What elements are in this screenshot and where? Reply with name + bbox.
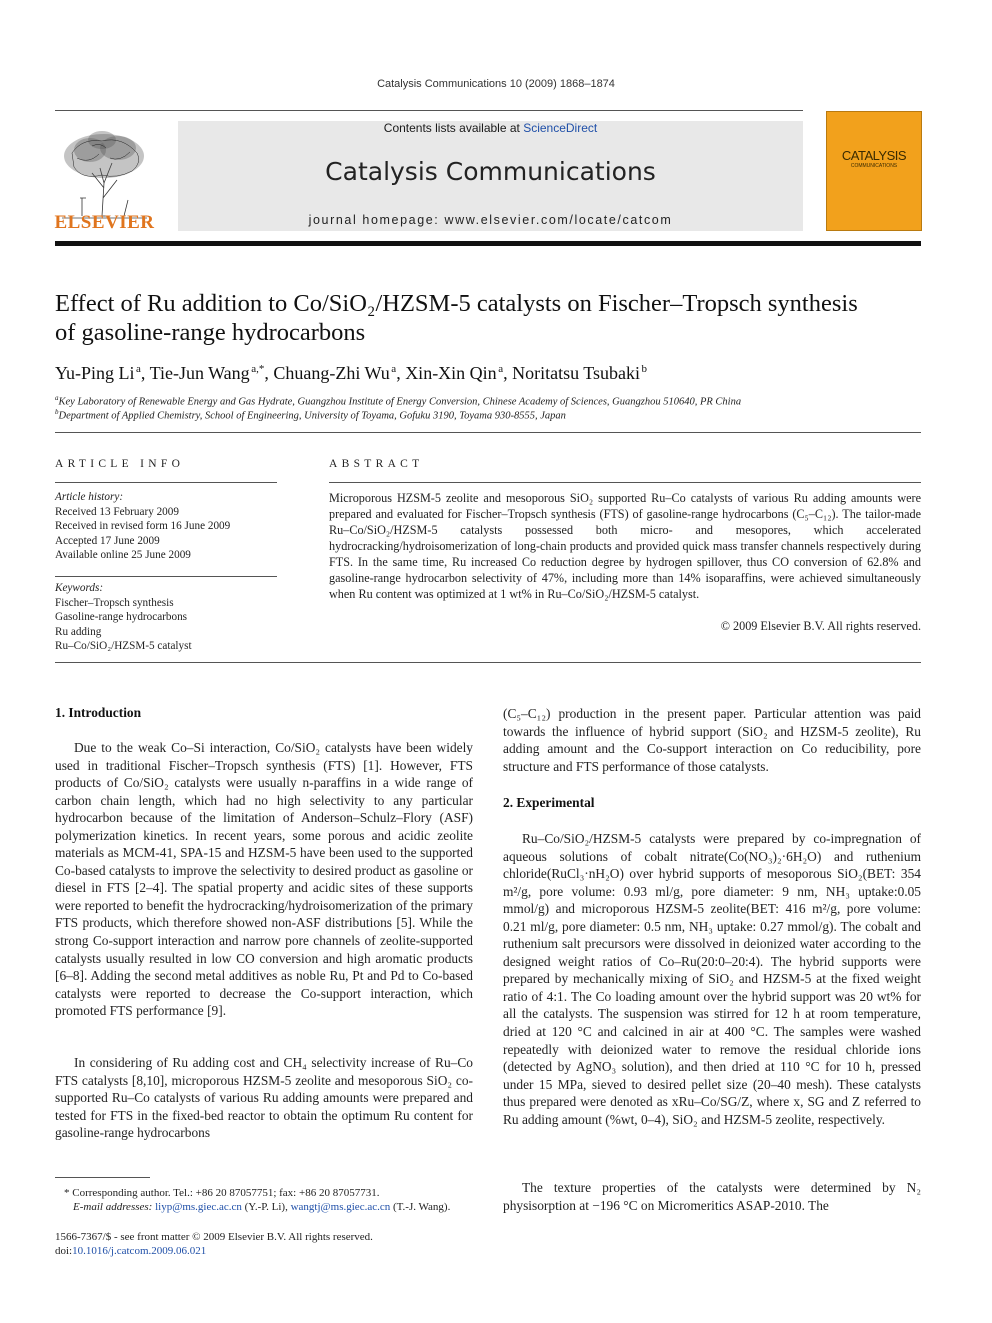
- contents-line: [178, 121, 803, 135]
- history-item: Accepted 17 June 2009: [55, 534, 160, 547]
- affiliation-text: Key Laboratory of Renewable Energy and Gas Hydrate, Guangzhou Institute of Energy Conversion, Chinese Academy of Sciences, Guangzhou 510640, PR China: [58, 396, 742, 408]
- section-heading-introduction: 1. Introduction: [55, 705, 142, 720]
- sciencedirect-link[interactable]: ScienceDirect: [523, 121, 598, 135]
- keyword: Ru adding: [55, 625, 102, 638]
- intro-paragraph-1: Due to the weak Co–Si interaction, Co/SiO₂ catalysts have been widely used in traditional Fischer–Tropsch synthesis (FTS) [1]. However, FTS products of Co/SiO₂ catalysts were usually n-paraffins in a wide range of carbon chain length, which had no high selectivity to any particular hydrocarbon because of the limitation of Anderson–Schulz–Flory (ASF) polymerization kinetics. In recent years, some porous and acidic zeolite materials as MCM-41, SPA-15 and HZSM-5 have been used to the supported Co-based catalysts to improve the selectivity to desired product as gasoline or diesel in FTS [2–4]. The spatial property and acidic sites of these supports were reported to benefit the hydrocracking/hydroisomerization of the primary FTS products, which therefore showed non-ASF distributions [5]. While the strong Co-support interaction and narrow pore channels of zeolite-supported catalysts usually resulted in low CO conversion and high aromatic products [6–8]. Adding the second metal additives as noble Ru, Pt and Pd to Co-based catalysts were reported to decrease the Co-support interaction, which promoted FTS performance [9].: [55, 740, 473, 1019]
- abstract-heading: ABSTRACT: [329, 458, 424, 470]
- intro-paragraph-2: In considering of Ru adding cost and CH₄ selectivity increase of Ru–Co FTS catalysts [8,10], microporous HZSM-5 zeolite and mesoporous SiO₂ co-supported Ru–Co catalysts of various Ru adding amounts were prepared and tested for FTS in the fixed-bed reactor to obtain the optimum Ru content for gasoline-range hydrocarbons: [55, 1055, 473, 1141]
- email-owner: (Y.-P. Li),: [244, 1201, 288, 1213]
- abstract-text: Microporous HZSM-5 zeolite and mesoporous SiO₂ supported Ru–Co catalysts of various Ru adding amounts were prepared and evaluated for Fischer–Tropsch synthesis (FTS) of gasoline-range hydrocarbons (C₅–C₁₂). The tailor-made Ru–Co/SiO₂/HZSM-5 catalysts possessed both micro- and mesopores, which accelerated hydrocracking/hydroisomerization of long-chain products and provided quick mass transfer channels respectively during FTS. In the same time, Ru increased Co reduction degree by hydrogen spillover, thus CO conversion of 62.8% and gasoline-range hydrocarbon selectivity of 47%, including more than 14% isoparaffins, were achieved simultaneously when Ru content was optimized at 1 wt% in Ru–Co/SiO₂/HZSM-5 catalyst.: [329, 491, 921, 601]
- article-title-line2: of gasoline-range hydrocarbons: [55, 319, 366, 346]
- section-heading-experimental: 2. Experimental: [503, 795, 595, 810]
- masthead-rule: [55, 241, 921, 246]
- issn-line: 1566-7367/$ - see front matter © 2009 Elsevier B.V. All rights reserved.: [55, 1231, 373, 1243]
- header-rule: [55, 110, 803, 111]
- author-list: Yu-Ping Li $^a$, Tie-Jun Wang $^{a,*}$, Chuang-Zhi Wu $^a$, Xin-Xin Qin $^a$, Noritatsu Tsubaki $^b$: [55, 363, 648, 383]
- affiliation-a: [55, 394, 935, 408]
- page-footer: [55, 1230, 475, 1258]
- article-title-line1: Effect of Ru addition to Co/SiO₂/HZSM-5 catalysts on Fischer–Tropsch synthesis: [55, 290, 858, 317]
- abstract-rule: [329, 482, 921, 483]
- keyword: Ru–Co/SiO₂/HZSM-5 catalyst: [55, 640, 192, 652]
- doi-label: doi:: [55, 1245, 73, 1257]
- article-info-rule: [55, 482, 277, 483]
- cover-subtitle: COMMUNICATIONS: [850, 163, 898, 169]
- journal-name: Catalysis Communications: [325, 157, 656, 186]
- author-affil-mark: a,*: [251, 363, 265, 375]
- history-item: Received 13 February 2009: [55, 505, 179, 518]
- affiliation-mark: b: [55, 408, 59, 416]
- doi-link[interactable]: 10.1016/j.catcom.2009.06.021: [72, 1245, 207, 1257]
- email-label: E-mail addresses:: [73, 1201, 153, 1213]
- author-name[interactable]: Tie-Jun Wang: [149, 363, 250, 383]
- cover-title: CATALYSIS: [841, 148, 907, 163]
- keyword: Fischer–Tropsch synthesis: [55, 596, 174, 609]
- elsevier-wordmark: ELSEVIER: [54, 212, 155, 233]
- keywords-label: Keywords:: [55, 582, 104, 594]
- affiliation-rule: [55, 432, 921, 433]
- article-history: [55, 490, 277, 563]
- author-affil-mark: a: [136, 363, 141, 375]
- history-item: Available online 25 June 2009: [55, 549, 191, 561]
- author-name[interactable]: Yu-Ping Li: [55, 363, 135, 383]
- footnote-rule: [55, 1177, 150, 1178]
- doi-line: [55, 1244, 475, 1258]
- email-owner: (T.-J. Wang).: [392, 1201, 451, 1213]
- author-name[interactable]: Xin-Xin Qin: [405, 363, 497, 383]
- footnotes: [55, 1186, 475, 1214]
- contents-prefix: Contents lists available at: [383, 121, 524, 135]
- abstract-copyright: © 2009 Elsevier B.V. All rights reserved.: [720, 619, 921, 633]
- abstract-bottom-rule: [55, 662, 921, 663]
- keywords-rule: [55, 576, 277, 577]
- journal-cover: [826, 111, 922, 231]
- affiliation-mark: a: [55, 394, 59, 402]
- email-note: [55, 1200, 475, 1214]
- author-name[interactable]: Chuang-Zhi Wu: [273, 363, 390, 383]
- intro-paragraph-2-continued: (C₅–C₁₂) production in the present paper. Particular attention was paid towards the influence of hybrid support (SiO₂ and HZSM-5 zeolite), Ru adding amount and the Co-support interaction on Co reducibility, pore structure and FTS performance of those catalysts.: [503, 706, 921, 774]
- running-head: Catalysis Communications 10 (2009) 1868–1874: [377, 78, 615, 90]
- history-item: Received in revised form 16 June 2009: [55, 520, 231, 532]
- author-affil-mark: b: [641, 363, 648, 375]
- history-label: Article history:: [55, 491, 124, 503]
- journal-homepage[interactable]: journal homepage: www.elsevier.com/locate/catcom: [308, 213, 673, 227]
- email-link[interactable]: liyp@ms.giec.ac.cn: [155, 1201, 242, 1213]
- corresponding-author-note: * Corresponding author. Tel.: +86 20 87057751; fax: +86 20 87057731.: [64, 1187, 380, 1199]
- author-affil-mark: a: [391, 363, 397, 375]
- affiliation-b: [55, 408, 935, 422]
- experimental-paragraph-1: Ru–Co/SiO₂/HZSM-5 catalysts were prepared by co-impregnation of aqueous solutions of cobalt nitrate(Co(NO₃)₂·6H₂O) and ruthenium chloride(RuCl₃·nH₂O) over hybrid supports of mesoporous SiO₂(BET: 354 m²/g, pore volume: 0.93 ml/g, pore diameter: 9 nm, NH₃ uptake:0.05 mmol/g) and microporous HZSM-5 zeolite(BET: 416 m²/g, pore volume: 0.21 ml/g, pore diameter: 0.5 nm, NH₃ uptake: 0.27 mmol/g). The cobalt and ruthenium salt precursors were dissolved in deionized water according to the designed weight ratios of Co–Ru(20:0–20:4). The hybrid supports were prepared by mechanically mixing of SiO₂ and HZSM-5 at the fixed weight ratio of 4:1. The Co loading amount over the hybrid support was 20 wt% for all the catalysts. The suspension was stirred for 12 h at room temperature, dried at 120 °C and calcined in air at 400 °C. The samples were washed repeatedly with deionized water to remove the residual chloride ions (detected by AgNO₃ solution), and then dried at 110 °C for 10 h, pressed under 15 MPa, sieved to desired pellet size (20–40 mesh). These catalysts thus prepared were denoted as xRu–Co/SG/Z, where x, SG and Z referred to Ru adding amount (%wt, 0–4), SiO₂ and HZSM-5 zeolite, respectively.: [503, 831, 921, 1127]
- author-name[interactable]: Noritatsu Tsubaki: [512, 363, 640, 383]
- keyword: Gasoline-range hydrocarbons: [55, 611, 188, 623]
- author-affil-mark: a: [498, 363, 504, 375]
- keywords: [55, 581, 277, 654]
- affiliation-text: Department of Applied Chemistry, School of Engineering, University of Toyama, Gofuku 3190, Toyama 930-8555, Japan: [58, 410, 566, 422]
- article-title: [55, 289, 935, 347]
- article-info-heading: ARTICLE INFO: [55, 458, 185, 470]
- experimental-paragraph-2: The texture properties of the catalysts were determined by N₂ physisorption at −196 °C on Micromeritics ASAP-2010. The: [503, 1180, 921, 1213]
- email-link[interactable]: wangtj@ms.giec.ac.cn: [290, 1201, 391, 1213]
